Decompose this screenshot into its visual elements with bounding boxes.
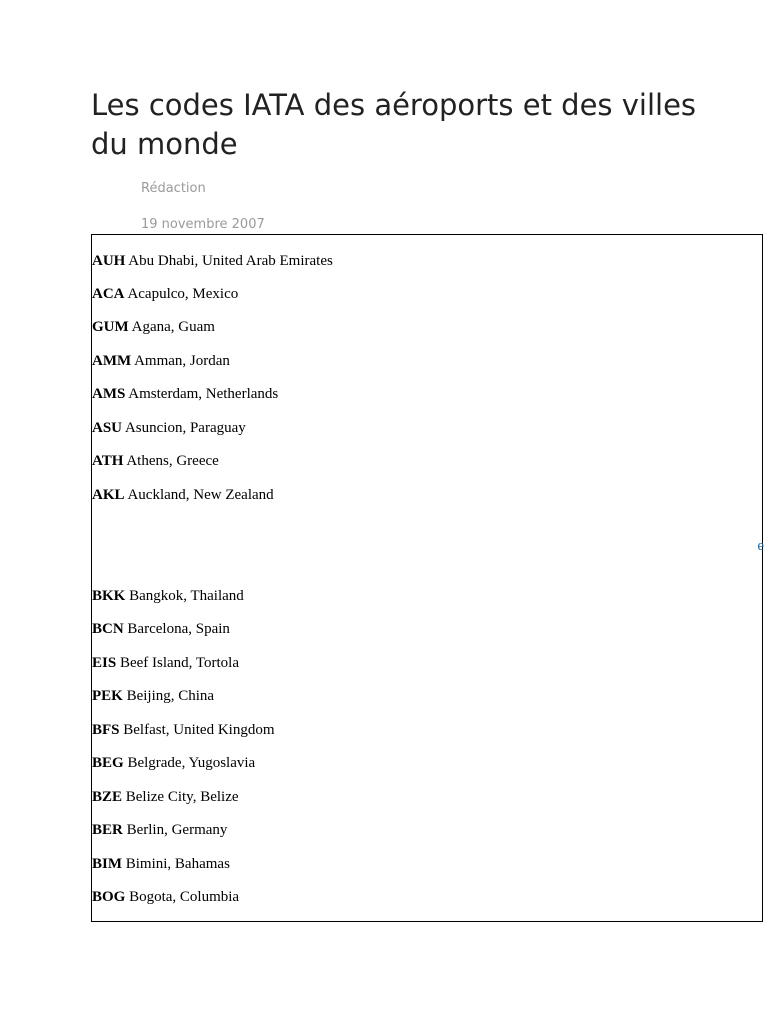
city-name: Agana, Guam	[131, 319, 215, 335]
iata-code: AMM	[92, 353, 132, 369]
page-title: Les codes IATA des aéroports et des villes du monde	[91, 88, 697, 161]
iata-code: ASU	[92, 420, 123, 436]
iata-code: BFS	[92, 722, 120, 738]
city-name: Beef Island, Tortola	[119, 655, 239, 671]
city-name: Abu Dhabi, United Arab Emirates	[128, 253, 333, 269]
list-item	[92, 721, 275, 739]
list-item	[92, 318, 215, 336]
iata-code: ACA	[92, 286, 125, 302]
list-item	[92, 285, 238, 303]
iata-code: BOG	[92, 889, 126, 905]
iata-codes-content	[91, 234, 763, 922]
city-name: Bimini, Bahamas	[125, 856, 230, 872]
list-item	[92, 252, 333, 270]
city-name: Amman, Jordan	[134, 353, 230, 369]
iata-code: PEK	[92, 688, 123, 704]
iata-code: BZE	[92, 789, 123, 805]
iata-code: AUH	[92, 253, 126, 269]
city-name: Berlin, Germany	[126, 822, 228, 838]
city-name: Belize City, Belize	[125, 789, 239, 805]
list-item	[92, 821, 227, 839]
list-item	[92, 888, 239, 906]
iata-code: GUM	[92, 319, 129, 335]
city-name: Acapulco, Mexico	[127, 286, 239, 302]
list-item	[92, 385, 278, 403]
city-name: Barcelona, Spain	[127, 621, 230, 637]
iata-code: BIM	[92, 856, 122, 872]
iata-code: ATH	[92, 453, 124, 469]
iata-code: BCN	[92, 621, 124, 637]
author-name[interactable]: Rédaction	[141, 181, 206, 196]
iata-code: AKL	[92, 487, 125, 503]
list-item	[92, 352, 230, 370]
publish-date: 19 novembre 2007	[141, 217, 265, 232]
city-name: Athens, Greece	[126, 453, 219, 469]
city-name: Belfast, United Kingdom	[123, 722, 275, 738]
list-item	[92, 486, 274, 504]
list-item	[92, 687, 214, 705]
city-name: Bogota, Columbia	[129, 889, 240, 905]
list-item	[92, 587, 244, 605]
list-item	[92, 620, 230, 638]
truncated-link[interactable]: e	[757, 538, 764, 554]
list-item	[92, 855, 230, 873]
city-name: Auckland, New Zealand	[127, 487, 274, 503]
city-name: Belgrade, Yugoslavia	[127, 755, 256, 771]
list-item	[92, 654, 239, 672]
list-item	[92, 788, 239, 806]
iata-code: BKK	[92, 588, 126, 604]
city-name: Bangkok, Thailand	[129, 588, 244, 604]
city-name: Asuncion, Paraguay	[124, 420, 246, 436]
city-name: Amsterdam, Netherlands	[128, 386, 279, 402]
iata-code: AMS	[92, 386, 126, 402]
list-item	[92, 754, 255, 772]
city-name: Beijing, China	[126, 688, 215, 704]
iata-code: BEG	[92, 755, 124, 771]
iata-code: EIS	[92, 655, 117, 671]
iata-code: BER	[92, 822, 123, 838]
list-item	[92, 452, 219, 470]
list-item	[92, 419, 246, 437]
